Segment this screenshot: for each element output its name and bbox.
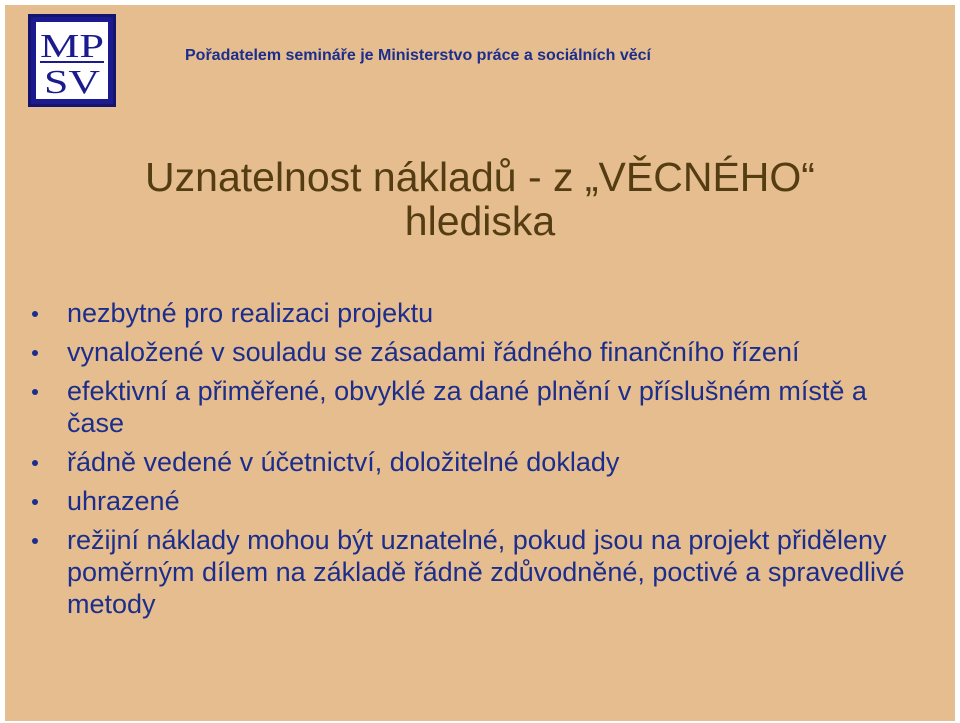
bullet-text: vynaložené v souladu se zásadami řádného finančního řízení	[67, 337, 800, 367]
bullet-list	[25, 297, 905, 627]
slide-title-line-2: hlediska	[404, 198, 556, 244]
bullet-icon	[32, 311, 38, 317]
bullet-item	[25, 446, 905, 478]
slide-title	[5, 155, 955, 243]
slide	[5, 5, 955, 721]
organizer-text: Pořadatelem semináře je Ministerstvo práce a sociálních věcí	[185, 47, 651, 64]
bullet-text: řádně vedené v účetnictví, doložitelné doklady	[67, 447, 620, 477]
bullet-item	[25, 297, 905, 329]
bullet-text: efektivní a přiměřené, obvyklé za dané plnění v příslušném místě a čase	[67, 376, 867, 438]
bullet-text: uhrazené	[67, 486, 180, 516]
bullet-text: nezbytné pro realizaci projektu	[67, 298, 434, 328]
bullet-item	[25, 375, 905, 439]
bullet-icon	[32, 460, 38, 466]
bullet-icon	[32, 538, 38, 544]
bullet-item	[25, 336, 905, 368]
bullet-icon	[32, 499, 38, 505]
bullet-icon	[32, 350, 38, 356]
mpsv-logo-icon	[31, 17, 113, 104]
bullet-icon	[32, 389, 38, 395]
bullet-text: režijní náklady mohou být uznatelné, pokud jsou na projekt přiděleny poměrným dílem na základě řádně zdůvodněné, poctivé a spravedlivé metody	[67, 525, 905, 619]
slide-title-line-1: Uznatelnost nákladů - z „VĚCNÉHO“	[145, 154, 815, 200]
svg-text:MP: MP	[40, 28, 104, 65]
bullet-item	[25, 524, 905, 620]
mpsv-logo	[28, 14, 116, 107]
svg-text:SV: SV	[44, 64, 101, 101]
bullet-item	[25, 485, 905, 517]
